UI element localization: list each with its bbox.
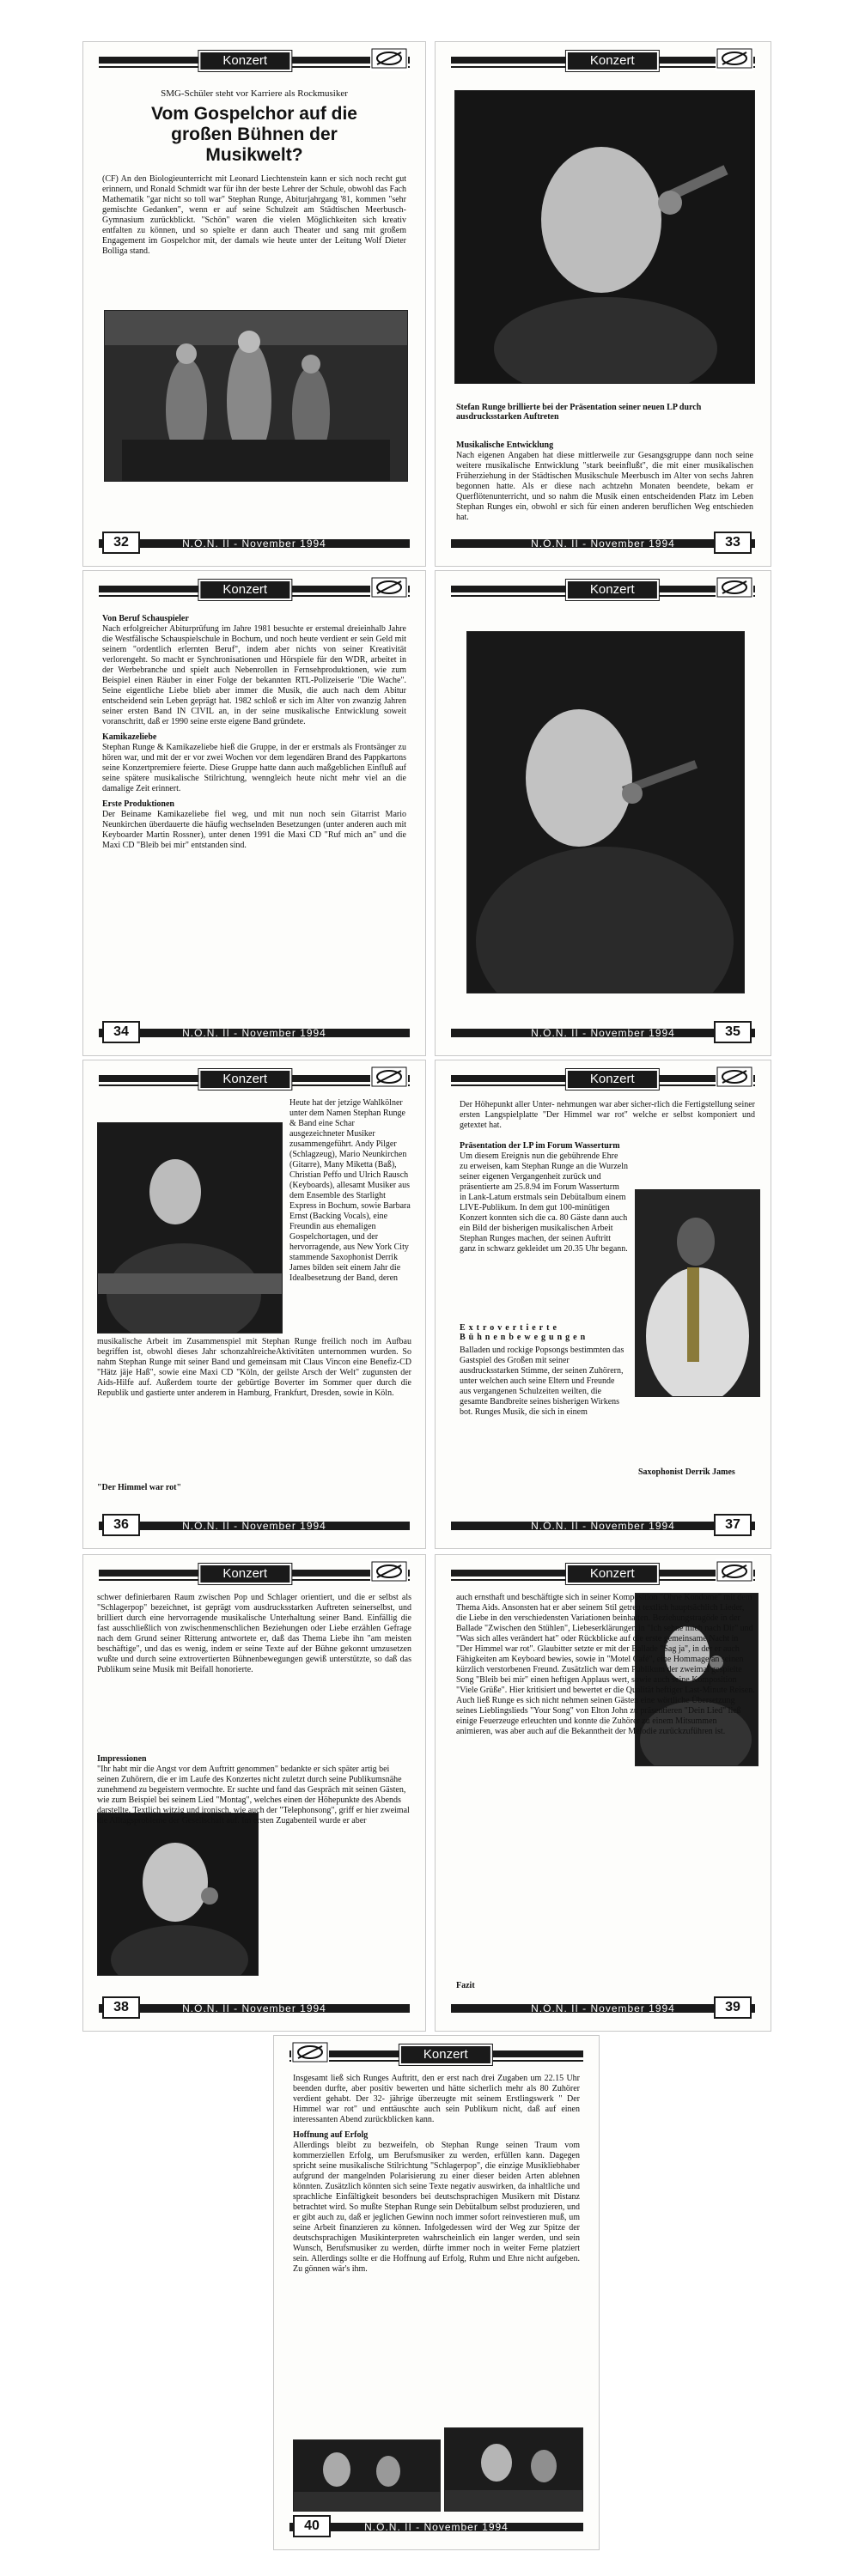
article-kicker: SMG-Schüler steht vor Karriere als Rockmusiker — [161, 88, 348, 99]
section-text: Nach erfolgreicher Abiturprüfung im Jahre 1981 besuchte er erstemal dreieinhalb Jahre die Westfälische Schauspielschule in Bochum, und noch heute verdient er sein Geld mit seinem "ordentlich erlernten Beruf", indem aber nichts von seiner Kreativität verlorengeht. So macht er Synchronisationen und Hörspiele für den WDR, arbeitet in der Werbebranche und spielt auch Nebenrollen in Fernsehproduktionen, wie zum Beispiel einen Räuber in einer Folge der bekannten RTL-Polizeiserie "Die Wache". Seine eigentliche Liebe blieb aber immer die Musik, die auch nach dem Abitur entscheidend sein Leben geprägt hat. 1982 schloß er sich im Alter von zwanzig Jahren seiner ersten Band IN CIVIL an, in der seine musikalische Entwicklung soweit voranschritt, daß er 1990 seine erste eigene Band gründete. — [102, 624, 406, 726]
magazine-logo-icon — [370, 574, 408, 600]
section-heading: Extrovertierte Bühnenbewegungen — [460, 1323, 589, 1342]
section-text: Allerdings bleibt zu bezweifeln, ob Stephan Runge seinen Traum vom kommerziellen Erfolg, um Berufsmusiker zu werden, erfüllen kann. Dagegen spricht seine musikalische Stilrichtung "Schlagerpop", die einzige Musikliebhaber aufgrund der mangelnden Polarisierung zu einer dieser beiden Arten ablehnen könnten. Zusätzlich könnten sich seine Texte negativ auswirken, da inhaltliche und sprachliche Einfältigkeit besonders bei deutschsprachigen Musikern mit Distanz betrachtet wird. So mußte Stephan Runge sein Debütalbum selbst produzieren, und er gibt auch zu, daß er jeglichen Gewinn noch immer sofort reinvestieren muß, um seine Arbeit finanzieren zu können. Infolgedessen wird der Weg zur Spitze der deutschsprachigen Musikinterpreten wahrscheinlich ein langer werden, und sein Wunsch, Berufsmusiker zu werden, dürfte immer noch in weiter Ferne platziert sein. Allerdings sollte er die Hoffnung auf Erfolg, Ruhm und Ehre nicht aufgeben. Zu gönnen wär's ihm. — [293, 2141, 580, 2274]
section-heading: Kamikazeliebe — [102, 732, 157, 742]
singer-closeup-photo — [97, 1813, 259, 1976]
page-40 — [273, 2035, 600, 2550]
section-text: Nach eigenen Angaben hat diese mittlerweile zur Gesangsgruppe dann noch seine weitere musikalische Entwicklung "stark beeinflußt", die mit einer musikalischen Früherziehung in der Städtischen Musikschule Meerbusch im Alter von sechs Jahren begonnen hatte. Als er diese nach achtzehn Monaten beendete, bekam er Querflötenunterricht, und so nahm die Musik einen entscheidenden Platz im Leben Stephan Runges ein, obwohl er sich für einen anderen beruflichen Weg entschieden hat. — [456, 451, 753, 522]
saxophonist-photo — [635, 1189, 760, 1397]
section-heading: "Der Himmel war rot" — [97, 1483, 182, 1492]
singer-full-page-photo — [466, 631, 745, 993]
page-header — [99, 1564, 410, 1581]
page-36 — [82, 1060, 426, 1549]
section-heading: Präsentation der LP im Forum Wasserturm — [460, 1141, 620, 1151]
magazine-logo-icon — [370, 1558, 408, 1584]
section-label: Konzert — [198, 1564, 291, 1584]
page-header — [451, 1069, 755, 1086]
article-intro: Der Höhepunkt aller Unter- nehmungen war aber sicher-rlich die Fertigstellung seiner ersten Langspielplatte "Der Himmel war rot" welche er selbst komponiert und getextet hat. — [460, 1100, 755, 1130]
magazine-logo-icon — [370, 46, 408, 71]
magazine-logo-icon — [716, 1064, 753, 1090]
footer-issue: N.O.N. II - November 1994 — [531, 2002, 675, 2014]
page-header — [99, 1069, 410, 1086]
singer-at-keyboard-photo — [97, 1122, 283, 1334]
band-on-stage-photo — [104, 310, 408, 482]
magazine-logo-icon — [370, 1064, 408, 1090]
section-text: Stephan Runge & Kamikazeliebe hieß die Gruppe, in der er erstmals als Frontsänger zu hören war, und mit der er vor zwei Wochen vor dem legendären Brand des Pappkartons seine Konzertpremiere feierte. Diese Gruppe hatte dann auch maßgeblichen Einfluß auf seine spätere musikalische Stilrichtung, wenngleich heute nicht mehr viel an die damalige Zeit erinnert. — [102, 743, 406, 793]
page-number: 32 — [102, 532, 140, 554]
page-header — [451, 51, 755, 68]
page-number: 35 — [714, 1021, 752, 1043]
footer-issue: N.O.N. II - November 1994 — [182, 1520, 326, 1532]
page-header — [99, 51, 410, 68]
photo-caption: Stefan Runge brillierte bei der Präsentation seiner neuen LP durch ausdrucksstarken Auftreten — [456, 403, 702, 422]
section-text: Der Beiname Kamikazeliebe fiel weg, und mit nun noch sein Gitarrist Mario Neunkirchen überdauerte die häufig wechselnden Besetzungen (unter anderen auch mit Keyboarder Martin Rossner), unter denen 1991 die Maxi CD "Ruf mich an" und die Maxi CD "Bleib bei mir" entstanden sind. — [102, 810, 406, 850]
page-footer — [99, 1021, 410, 1043]
page-footer — [451, 1996, 755, 2019]
page-number: 33 — [714, 532, 752, 554]
article-section — [456, 435, 753, 523]
article-column-left: Um diesem Ereignis nun die gebührende Ehre zu erweisen, kam Stephan Runge an die Wurzeln seiner eigenen Vergangenheit zurück und präsentierte am 25.8.94 im Forum Wasserturm in Lank-Latum erstmals sein Debütalbum einem LIVE-Publikum. In dem gut 100-minütigen Konzert konnten sich die ca. 80 Gäste dann auch ein Bild der bisherigen musikalischen Arbeit Stephan Runges machen, der seinen Auftritt ganz in schwarz gekleidet um 20.35 Uhr begann. — [460, 1151, 629, 1254]
section-label: Konzert — [566, 1564, 659, 1584]
singer-microphone-photo — [454, 90, 755, 384]
article-title: Vom Gospelchor auf die großen Bühnen der Musikwelt? — [151, 104, 357, 165]
article-body-bottom: musikalische Arbeit im Zusammenspiel mit Stephan Runge freilich noch im Aufbau begriffen ist, obwohl dieses Jahr schonzahlreicheAktivitäten unternommen wurden. So nahm Stephan Runge mit seiner Band und gemeinsam mit Claus Vincon eine Benefiz-CD "Hätz jäje Haß", sowie eine Maxi CD "Köln, der geilste Arsch der Welt" zugunsten der Aids-Hilfe auf. Außerdem tourte der gebürtige Boverter im Sommer quer durch die Republik und gastierte unter anderem in Hamburg, Frankfurt, Dresden, sowie in Köln. — [97, 1337, 411, 1398]
magazine-logo-icon — [716, 1558, 753, 1584]
footer-issue: N.O.N. II - November 1994 — [182, 538, 326, 550]
section-label: Konzert — [566, 51, 659, 71]
magazine-logo-icon — [716, 46, 753, 71]
audience-photo-left — [293, 2439, 441, 2512]
page-number: 39 — [714, 1996, 752, 2019]
article-column-right: "Ihr habt mir die Angst vor dem Auftritt genommen" bedankte er sich später artig bei seinen Zuhörern, die er im Laufe des Konzertes nicht zuletzt durch seine Publikumsnähe zunehmend zu begeistern vermochte. Er suchte und fand das Gespräch mit seinen Gästen, wie zum Beispiel bei seinem Lied "Montag", welches einen der Höhepunkte des Abends darstellte. Textlich witzig und ironisch, wie auch der "Telephonsong", griff er hier zweimal die Alltagsprobleme der Gesellschaft auf. Im ersten Zugabenteil wurde er aber — [97, 1765, 410, 1826]
article-body: schwer definierbaren Raum zwischen Pop und Schlager orientiert, und die er selbst als "Schlagerpop" bezeichnet, ist geprägt vom ausdrucksstarken Auftreten seinerselbst, und brilliert durch eine hervorragende musikalische Unterhaltung seiner Band. Einfällig die fast ausschließlich von zwischenmenschlichen Beziehungen oder Liebe erzählen Gefrage nach dem Grund seiner Ritterung antwortete er, daß das Thema Liebe ihn "am meisten beschäftige", und das es wenig, indem er seine Texte auf der Bühne gekonnt umzusetzen wußte und durch seine extrovertierten Bühnenbewegungen gewiß unterstützte, so daß das Publikum seine Musik mit Beifall honorierte. — [97, 1593, 411, 1674]
footer-issue: N.O.N. II - November 1994 — [531, 1520, 675, 1532]
page-header — [99, 580, 410, 597]
section-text: Insgesamt ließ sich Runges Auftritt, den er erst nach drei Zugaben um 22.15 Uhr beenden durfte, aber positiv bewerten und hätte sicherlich mehr als 80 Zuhörer verdient gehabt. Der 32- jährige überzeugte mit seinem Erstlingswerk " Der Himmel war rot" und enttäuschte auch sein Publikum nicht, daß auf einen interessanten Abend zurückblicken kann. — [293, 2074, 580, 2124]
page-footer — [99, 1514, 410, 1536]
footer-issue: N.O.N. II - November 1994 — [531, 1027, 675, 1039]
page-39 — [435, 1554, 771, 2032]
page-footer — [99, 532, 410, 554]
page-32 — [82, 41, 426, 567]
page-34 — [82, 570, 426, 1056]
section-heading: Musikalische Entwicklung — [456, 440, 554, 450]
page-header — [451, 580, 755, 597]
footer-issue: N.O.N. II - November 1994 — [364, 2521, 509, 2533]
photo-caption: Saxophonist Derrik James — [638, 1467, 735, 1477]
article-body — [102, 609, 406, 851]
article-body: auch ernsthaft und beschäftigte sich in seiner Komposition "Ohne Kondome" mit dem Thema Aids. Ansonsten hat er aber seinem Stil getreu textlich hauptsächlich Lieder, die Liebe in den verschiedensten Variationen beinhalten. Beziehungstragöde in der Ballade "Zwischen den Stühlen", Liebeserklärungen in "Ich sehne mich nach Dir" und "Was sich alles verändert hat" oder Rückblicke auf die erste gemeinsame Nacht in "Der Himmel war rot". Glaubitter setzte er mit der Ballade "Sag ja", in der er auch Fähigkeiten am Keyboard bewies, sowie in "Motel Café", eine Hommage an seinen kürzlich verstorbenen Freund. Zusätzlich war dem Publikum der zweimal gespielte Song "Bleib bei mir" einen heftigen Applaus wert, sowie auch seine Komposition "Viele Grüße". Hier kritisiert und bewertet er die Qualität heftiger Last-Minute Reisen. Auch ließ Runge es sich nicht nehmen seinen Gästen eine wörtliche Übersetzung seines Lieblingslieds "Your Song" von Elton John zu präsentieren "Dein Lied" ließ einige Feuerzeuge erleuchten und konnte die Zuhörer zu einem Mitsummen animieren, was aber auch auf die Bekanntheit der Melodie zurückzuführen ist. — [456, 1593, 755, 1736]
page-number: 40 — [293, 2515, 331, 2537]
footer-issue: N.O.N. II - November 1994 — [531, 538, 675, 550]
page-35 — [435, 570, 771, 1056]
section-label: Konzert — [198, 580, 291, 600]
section-label: Konzert — [399, 2044, 492, 2065]
section-heading: Impressionen — [97, 1754, 147, 1764]
page-number: 37 — [714, 1514, 752, 1536]
audience-photo-right — [444, 2427, 583, 2512]
page-38 — [82, 1554, 426, 2032]
page-footer — [451, 1021, 755, 1043]
page-number: 34 — [102, 1021, 140, 1043]
section-label: Konzert — [566, 580, 659, 600]
footer-issue: N.O.N. II - November 1994 — [182, 2002, 326, 2014]
magazine-logo-icon — [716, 574, 753, 600]
page-37 — [435, 1060, 771, 1549]
page-footer — [451, 532, 755, 554]
article-body — [293, 2074, 580, 2275]
page-number: 38 — [102, 1996, 140, 2019]
page-footer — [289, 2515, 583, 2537]
article-intro: (CF) An den Biologieunterricht mit Leonard Liechtenstein kann er sich noch recht gut erinnern, und Ronald Schmidt war für ihn der beste Lehrer der Schule, obwohl das Fach Mathematik "gar nicht so toll war" Stephan Runge, Abiturjahrgang '81, kommen "sehr gemischte Gedanken", wenn er auf seine Schulzeit am Städtischen Meerbusch-Gymnasium zurückblickt. "Schön" waren die vielen Möglichkeiten sich kreativ entfalten zu können, und so spielte er dann auch Theater und sang mit großem Engagement im Gospelchor mit, der damals wie heute unter der Leitung Wolf Dieter Bolliga stand. — [102, 174, 406, 256]
section-label: Konzert — [566, 1069, 659, 1090]
section-heading: Hoffnung auf Erfolg — [293, 2130, 369, 2140]
section-label: Konzert — [198, 51, 291, 71]
section-heading: Fazit — [456, 1981, 475, 1990]
article-column-right: Heute hat der jetzige Wahlkölner unter dem Namen Stephan Runge & Band eine Schar ausgezeichneter Musiker zusammengeführt. Andy Pilger (Schlagzeug), Mario Neunkirchen (Gitarre), Many Miketta (Baß), Christian Peffo und Ulrich Rausch (Keyboards), allesamt Musiker aus dem Ensemble des Starlight Express in Bochum, sowie Barbara Ernst (Backing Vocals), eine Freundin aus ehemaligen Gospelchortagen, und der hervorragende, aus New York City stammende Saxophonist Derrik James bilden seit einem Jahr die Idealbesetzung der Band, deren — [289, 1098, 411, 1283]
section-label: Konzert — [198, 1069, 291, 1090]
page-number: 36 — [102, 1514, 140, 1536]
article-column-left-2: Balladen und rockige Popsongs bestimmten das Gastspiel des Großen mit seiner ausdrucksstarken Stimme, der seinen Zuhörern, unter welchen auch seine Eltern und Freunde aus vergangenen Schulzeiten weilten, die gesamte Bandbreite seines bisherigen Wirkens bot. Runges Musik, die sich in einem — [460, 1346, 624, 1417]
page-33 — [435, 41, 771, 567]
page-footer — [99, 1996, 410, 2019]
section-heading: Von Beruf Schauspieler — [102, 614, 189, 623]
page-header — [451, 1564, 755, 1581]
footer-issue: N.O.N. II - November 1994 — [182, 1027, 326, 1039]
magazine-logo-icon — [291, 2039, 329, 2065]
page-header — [289, 2044, 583, 2062]
page-footer — [451, 1514, 755, 1536]
section-heading: Erste Produktionen — [102, 799, 174, 809]
